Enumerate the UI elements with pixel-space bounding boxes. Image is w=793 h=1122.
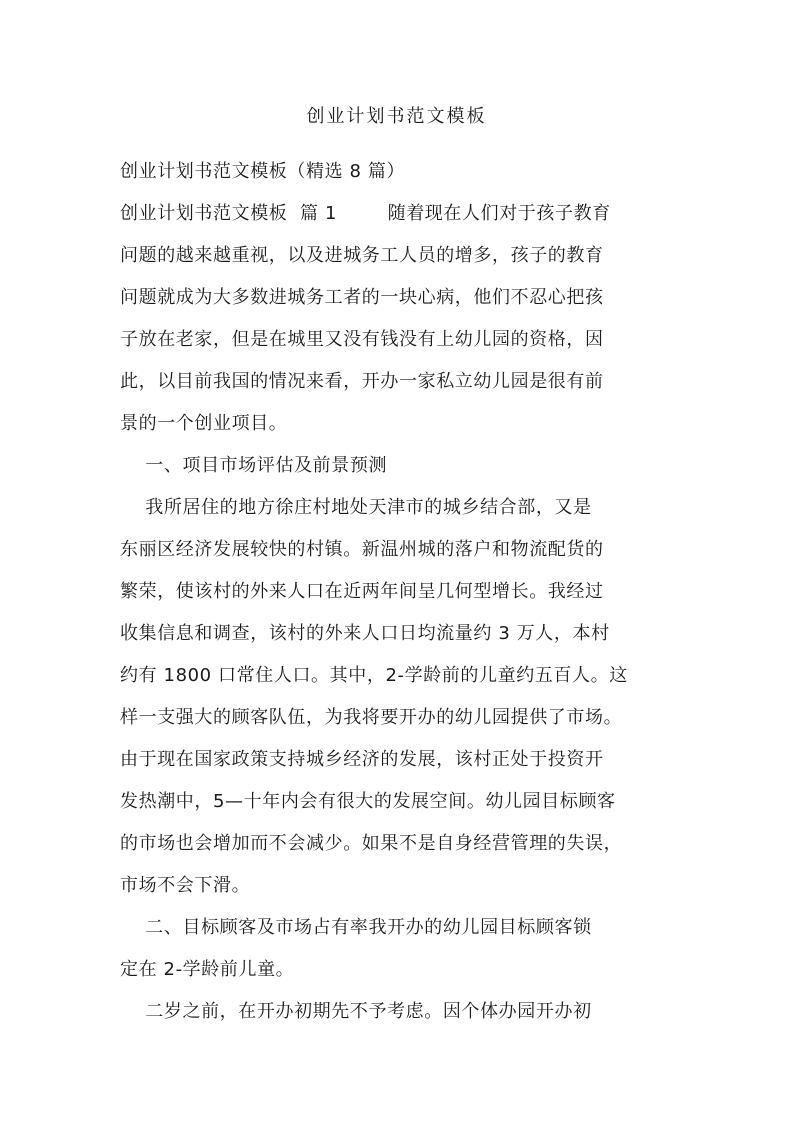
text-line: 我所居住的地方徐庄村地处天津市的城乡结合部，又是 xyxy=(120,497,592,518)
text-line: 收集信息和调查，该村的外来人口日均流量约 3 万人，本村 xyxy=(120,623,610,644)
document-title: 创业计划书范文模板 xyxy=(306,106,487,127)
text-line: 东丽区经济发展较快的村镇。新温州城的落户和物流配货的 xyxy=(120,539,604,560)
text-line: 问题的越来越重视，以及进城务工人员的增多，孩子的教育 xyxy=(120,245,604,266)
text-line: 景的一个创业项目。 xyxy=(120,413,288,434)
text-line: 约有 1800 口常住人口。其中，2-学龄前的儿童约五百人。这 xyxy=(120,665,628,686)
text-line: 创业计划书范文模板（精选 8 篇） xyxy=(120,161,406,182)
text-line: 二岁之前，在开办初期先不予考虑。因个体办园开办初 xyxy=(120,1001,592,1022)
text-line: 发热潮中，5—十年内会有很大的发展空间。幼儿园目标顾客 xyxy=(120,791,616,812)
text-line: 样一支强大的顾客队伍，为我将要开办的幼儿园提供了市场。 xyxy=(120,707,623,728)
text-line: 问题就成为大多数进城务工者的一块心病，他们不忍心把孩 xyxy=(120,287,604,308)
text-line: 创业计划书范文模板 篇 1 随着现在人们对于孩子教育 xyxy=(120,203,611,224)
text-line: 由于现在国家政策支持城乡经济的发展，该村正处于投资开 xyxy=(120,749,604,770)
section-heading: 一、项目市场评估及前景预测 xyxy=(120,455,388,476)
section-heading: 二、目标顾客及市场占有率我开办的幼儿园目标顾客锁 xyxy=(120,917,592,938)
text-line: 繁荣，使该村的外来人口在近两年间呈几何型增长。我经过 xyxy=(120,581,604,602)
text-line: 市场不会下滑。 xyxy=(120,875,251,896)
text-line: 此，以目前我国的情况来看，开办一家私立幼儿园是很有前 xyxy=(120,371,604,392)
text-line: 的市场也会增加而不会减少。如果不是自身经营管理的失误， xyxy=(120,833,623,854)
text-line: 子放在老家，但是在城里又没有钱没有上幼儿园的资格，因 xyxy=(120,329,604,350)
text-line: 定在 2-学龄前儿童。 xyxy=(120,959,295,980)
